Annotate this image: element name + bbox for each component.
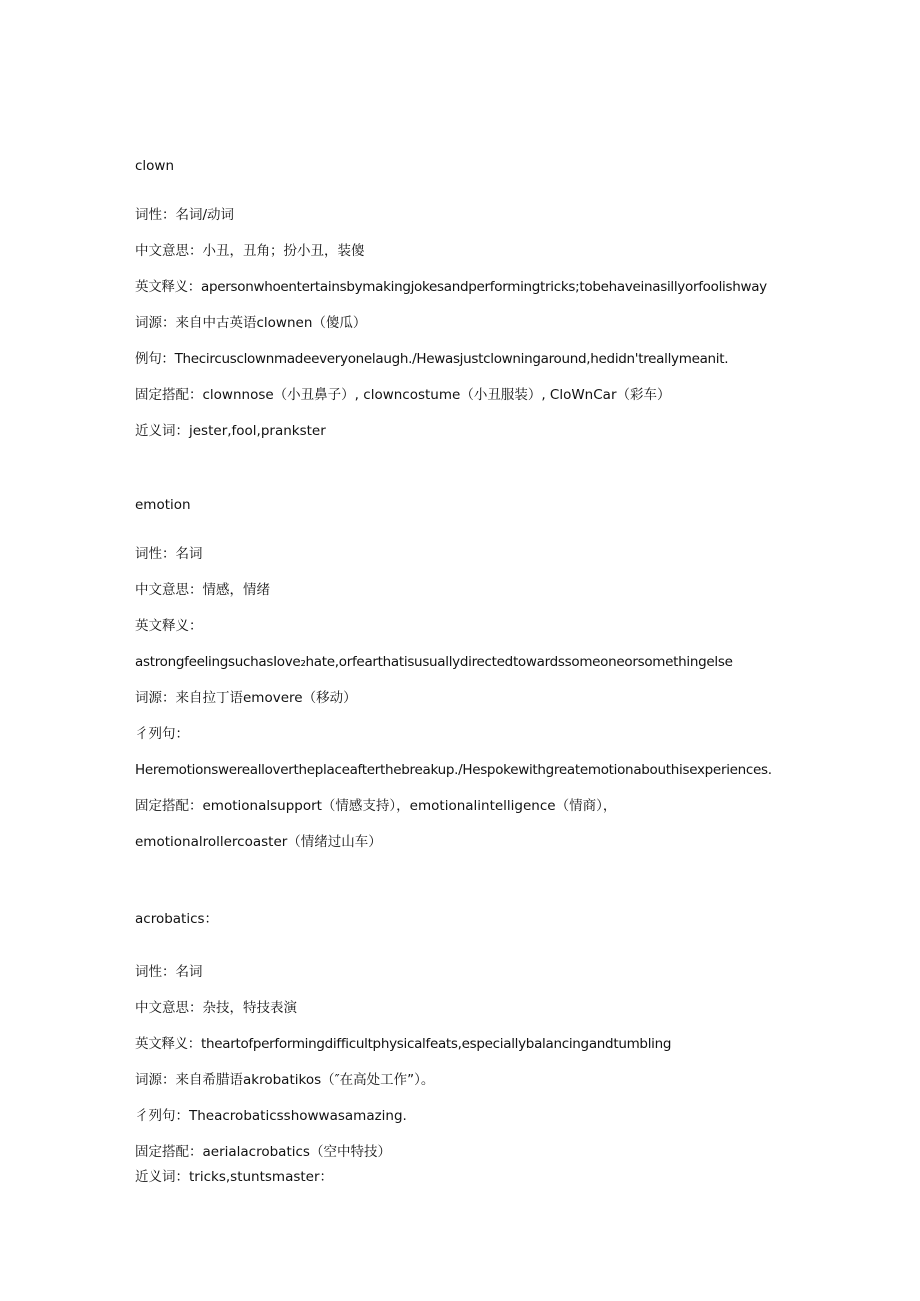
english-definition-line: 英文释义：apersonwhoentertainsbymakingjokesandperformingtricks;tobehaveinasillyorfoolishway <box>135 279 767 295</box>
example-sentence-label: 彳列句： <box>135 726 189 742</box>
example-sentence-line: Heremotionswereallovertheplaceafterthebreakup./Hespokewithgreatemotionabouthisexperiences. <box>135 762 772 778</box>
collocations-line-continued: emotionalrollercoaster（情绪过山车） <box>135 834 382 850</box>
entry-word-clown: clown <box>135 158 175 174</box>
english-definition-line: astrongfeelingsuchasIove₂hate,orfearthatisusuallydirectedtowardssomeoneorsomethingelse <box>135 654 733 670</box>
etymology-line: 词源：来自拉丁语emovere（移动） <box>135 690 357 706</box>
chinese-meaning-line: 中文意思：小丑，丑角；扮小丑，装傻 <box>135 243 365 259</box>
collocations-line: 固定搭配：emotionalsupport（情感支持），emotionalintelligence（情商）， <box>135 798 617 814</box>
example-sentence-line: 彳列句：Theacrobaticsshowwasamazing. <box>135 1108 407 1124</box>
english-definition-label: 英文释义： <box>135 618 203 634</box>
etymology-line: 词源：来自中古英语clownen（傻瓜） <box>135 315 367 331</box>
synonyms-line: 近义词：tricks,stuntsmaster： <box>135 1169 334 1185</box>
part-of-speech-line: 词性：名词 <box>135 964 203 980</box>
collocations-line: 固定搭配：aerialacrobatics（空中特技） <box>135 1144 391 1160</box>
part-of-speech-line: 词性：名词/动词 <box>135 207 235 223</box>
chinese-meaning-line: 中文意思：情感，情绪 <box>135 582 270 598</box>
synonyms-line: 近义词：jester,fool,prankster <box>135 423 326 439</box>
etymology-line: 词源：来自希腊语akrobatikos（″在高处工作”）。 <box>135 1072 435 1088</box>
part-of-speech-line: 词性：名词 <box>135 546 203 562</box>
example-sentence-line: 例句：Thecircusclownmadeeveryonelaugh./Hewasjustclowningaround,hedidn'treallymeanit. <box>135 351 729 367</box>
entry-word-acrobatics: acrobatics： <box>135 911 219 927</box>
collocations-line: 固定搭配：clownnose（小丑鼻子）, clowncostume（小丑服装）, CloWnCar（彩车） <box>135 387 671 403</box>
english-definition-line: 英文释义：theartofperformingdifficultphysicalfeats,especiallybalancingandtumbling <box>135 1036 672 1052</box>
chinese-meaning-line: 中文意思：杂技，特技表演 <box>135 1000 297 1016</box>
entry-word-emotion: emotion <box>135 497 191 513</box>
